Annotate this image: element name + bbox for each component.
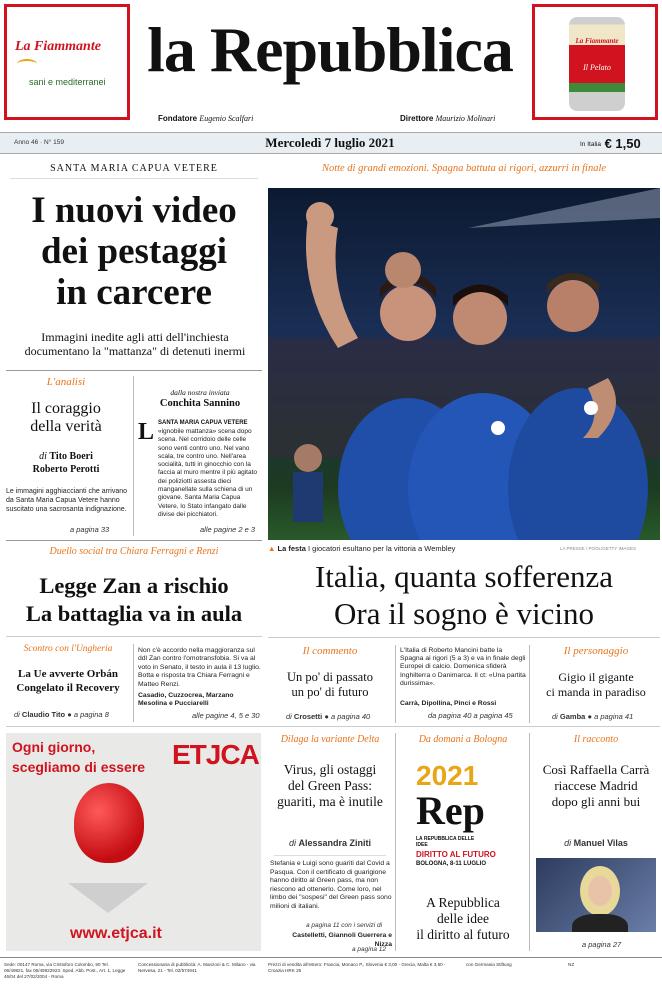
racconto-title-line: riaccese Madrid bbox=[554, 778, 638, 793]
zan-headline[interactable] bbox=[6, 572, 262, 628]
racconto-title-line: dopo gli anni bui bbox=[551, 794, 641, 809]
lead-deck: Immagini inedite agli atti dell'inchiesta documentano la "mattanza" di detenuti inermi bbox=[24, 330, 246, 358]
zan-headline-line: La battaglia va in aula bbox=[25, 601, 243, 626]
director-label: Direttore bbox=[400, 114, 434, 123]
personaggio-title[interactable] bbox=[532, 670, 660, 700]
commento-byline[interactable]: di Crosetti ● a pagina 40 bbox=[286, 712, 371, 721]
byline-author: Claudio Tito bbox=[21, 710, 66, 719]
zan-headline-line: Legge Zan a rischio bbox=[39, 573, 229, 598]
mancini-authors: Carrà, Dipollina, Pinci e Rossi bbox=[400, 700, 497, 707]
delta-authors: Castelletti, Giannoli Guerrera e Nizza bbox=[292, 932, 392, 948]
rep-title-line: il diritto al futuro bbox=[416, 927, 510, 942]
sun-icon bbox=[17, 59, 37, 69]
delta-title[interactable] bbox=[268, 762, 392, 810]
commento-kicker: Il commento bbox=[302, 645, 358, 657]
ear-right-product: Il Pelato bbox=[583, 63, 611, 72]
hungary-title-line: La Ue avverte Orbán bbox=[18, 668, 118, 680]
delta-title-line: del Green Pass: bbox=[288, 778, 372, 793]
analysis-kicker: L'analisi bbox=[46, 376, 86, 388]
issue-number: Anno 46 · N° 159 bbox=[14, 139, 64, 146]
carra-photo[interactable] bbox=[536, 858, 656, 932]
director-line bbox=[400, 114, 495, 123]
commento-title[interactable] bbox=[268, 670, 392, 700]
racconto-title-line: Così Raffaella Carrà bbox=[542, 762, 650, 777]
page-ref: a pagina 41 bbox=[594, 712, 634, 721]
paper-boat-icon bbox=[68, 883, 148, 913]
lead-headline-line: I nuovi video bbox=[31, 190, 237, 231]
footer-col5: NZ bbox=[568, 962, 575, 967]
ear-left-brand: La Fiammante bbox=[15, 39, 101, 54]
commento-title-line: Un po' di passato bbox=[287, 670, 373, 684]
mancini-page-ref[interactable]: da pagina 40 a pagina 45 bbox=[428, 711, 513, 720]
analysis-title[interactable] bbox=[6, 400, 126, 436]
delta-title-line: guariti, ma è inutile bbox=[277, 794, 383, 809]
italia-headline-line: Ora il sogno è vicino bbox=[333, 596, 594, 631]
etjca-url[interactable]: www.etjca.it bbox=[70, 925, 162, 942]
rep-dates: BOLOGNA, 8-11 LUGLIO bbox=[416, 861, 487, 867]
lead-headline[interactable] bbox=[6, 190, 262, 313]
team-celebration-photo[interactable] bbox=[268, 188, 660, 540]
analysis-page-ref[interactable]: a pagina 33 bbox=[70, 525, 110, 534]
hungary-kicker: Scontro con l'Ungheria bbox=[23, 644, 113, 654]
etjca-line1: Ogni giorno, bbox=[12, 739, 96, 755]
portrait-body bbox=[572, 914, 628, 932]
byline-author: Alessandra Ziniti bbox=[298, 838, 372, 848]
hungary-title-line: Congelato il Recovery bbox=[16, 682, 120, 694]
delta-page-ref-prefix: a pagina 11 con i servizi di bbox=[306, 922, 383, 929]
rep-title-line: A Repubblica bbox=[426, 895, 500, 910]
racconto-title[interactable] bbox=[532, 762, 660, 810]
caption-text: I giocatori esultano per la vittoria a Wembley bbox=[307, 544, 456, 553]
ear-left-ad[interactable] bbox=[4, 4, 130, 120]
hungary-title[interactable] bbox=[6, 667, 130, 695]
ear-right-brand: La Fiammante bbox=[575, 37, 619, 45]
zan-kicker: Duello social tra Chiara Ferragni e Renzi bbox=[49, 546, 219, 557]
byline-prefix: di bbox=[39, 451, 47, 462]
analysis-title-line: della verità bbox=[30, 418, 102, 435]
personaggio-byline[interactable]: di Gamba ● a pagina 41 bbox=[552, 712, 634, 721]
analysis-byline bbox=[6, 450, 126, 476]
italia-headline-line: Italia, quanta sofferenza bbox=[314, 559, 614, 594]
rep-brand: Rep bbox=[416, 788, 485, 833]
zan-body: Non c'è accordo nella maggioranza sul ddl Zan contro l'omotransfobia. Si va al voto in Senato, il testo in aula il 13 luglio. Botta e risposta tra Chiara Ferragni e Matteo Renzi. bbox=[138, 647, 261, 688]
lead-headline-line: in carcere bbox=[56, 272, 212, 313]
envoy-name: Conchita Sannino bbox=[159, 398, 241, 409]
caption-label: La festa bbox=[277, 544, 306, 553]
envoy-location: SANTA MARIA CAPUA VETERE bbox=[158, 420, 248, 426]
footer-col3: Prezzi di vendita all'estero: Francia, Monaco P., Slovenia € 3,00 - Grecia, Malta € 3,50 - Croazia HRK 25 bbox=[268, 962, 446, 973]
lead-kicker: SANTA MARIA CAPUA VETERE bbox=[50, 163, 218, 174]
director-name: Maurizio Molinari bbox=[435, 114, 496, 123]
ear-right-ad[interactable] bbox=[532, 4, 658, 120]
page-ref: a pagina 40 bbox=[330, 712, 371, 721]
photo-kicker: Notte di grandi emozioni. Spagna battuta ai rigori, azzurri in finale bbox=[321, 163, 607, 174]
footer-col2: Concessionaria di pubblicità: A. Manzoni & C. Milano - via Nervesa, 21 - Tel. 02/574941 bbox=[138, 962, 256, 973]
byline-author: Gamba bbox=[559, 712, 586, 721]
lead-headline-line: dei pestaggi bbox=[40, 231, 228, 272]
rep-idee-logo[interactable] bbox=[414, 760, 514, 872]
envoy-page-ref[interactable]: alle pagine 2 e 3 bbox=[200, 525, 256, 534]
date: Mercoledì 7 luglio 2021 bbox=[265, 135, 395, 150]
founder-label: Fondatore bbox=[158, 114, 198, 123]
hungary-byline[interactable]: di Claudio Tito ● a pagina 8 bbox=[14, 710, 109, 719]
racconto-page-ref[interactable]: a pagina 27 bbox=[582, 940, 622, 949]
author-name: Roberto Perotti bbox=[32, 464, 100, 475]
rep-kicker: Da domani a Bologna bbox=[418, 734, 508, 745]
analysis-title-line: Il coraggio bbox=[31, 400, 101, 417]
price-label: In Italia bbox=[580, 141, 601, 149]
delta-body: Stefania e Luigi sono guariti dal Covid a Pasqua. Con il certificato di guarigione hanno diritto al Green pass, ma non riescono ad ottenerlo. Come loro, nel limbo dei "sospesi" del Green pass sono milioni di italiani. bbox=[270, 860, 392, 910]
byline-author: Crosetti bbox=[293, 712, 323, 721]
portrait-face bbox=[588, 876, 612, 906]
footer-col1: Sede: 00147 Roma, via Cristoforo Colombo, 90 Tel. 06/49821, fax 06/49822923. Sped. Abb. Post., Art. 1, Legge 46/04 del 27/02/2004 - Roma bbox=[4, 962, 126, 979]
envoy-label: dalla nostra inviata bbox=[170, 388, 230, 397]
italia-headline[interactable] bbox=[268, 558, 660, 632]
ear-left-tagline: sani e mediterranei bbox=[29, 77, 106, 87]
etjca-ad[interactable] bbox=[6, 733, 261, 951]
personaggio-title-line: Gigio il gigante bbox=[558, 670, 634, 684]
delta-kicker: Dilaga la variante Delta bbox=[280, 734, 380, 745]
price-block bbox=[580, 136, 641, 151]
mancini-body: L'Italia di Roberto Mancini batte la Spagna ai rigori (5 a 3) e va in finale degli Europei di calcio. Domenica sfiderà Inghilterra o Danimarca. Il ct: «Una partita durissima». bbox=[400, 647, 526, 687]
envoy-body: «ignobile mattanza» scena dopo scena. Nel corridoio delle celle sono venti contro uno. Nel vano scala, tre contro uno. Nell'area socialità, tutti in ginocchio con la faccia al muro mentre il più agitato dei poliziotti assesta dieci manganellate sulla schiena di un giovane. Santa Maria Capua Vetere, lo Stato infangato dalle divise dei picchiatori. bbox=[158, 428, 257, 518]
delta-byline: di Alessandra Ziniti bbox=[288, 838, 372, 848]
delta-page-ref[interactable]: a pagina 12 bbox=[352, 946, 386, 953]
founder-name: Eugenio Scalfari bbox=[199, 114, 254, 123]
analysis-body: Le immagini agghiaccianti che arrivano da Santa Maria Capua Vetere hanno suscitato una sacrosanta indignazione. bbox=[6, 488, 128, 513]
players-illustration bbox=[268, 188, 660, 540]
envoy-dropcap: L bbox=[138, 419, 155, 445]
rep-sub: LA REPUBBLICA DELLE IDEE bbox=[416, 836, 475, 848]
photo-credit: LA PRESSE / POOL/GETTY IMAGES bbox=[560, 546, 636, 551]
racconto-byline: di Manuel Vilas bbox=[564, 838, 628, 848]
racconto-kicker: Il racconto bbox=[573, 734, 619, 745]
caption-triangle-icon: ▲ bbox=[268, 544, 276, 553]
balloon-icon bbox=[74, 783, 144, 863]
price: € 1,50 bbox=[604, 136, 641, 151]
author-name: Tito Boeri bbox=[49, 451, 93, 462]
rep-year: 2021 bbox=[416, 760, 479, 791]
delta-title-line: Virus, gli ostaggi bbox=[283, 762, 377, 777]
personaggio-kicker: Il personaggio bbox=[563, 645, 629, 657]
personaggio-title-line: ci manda in paradiso bbox=[546, 685, 646, 699]
photo-caption bbox=[268, 544, 455, 553]
etjca-logo: ETJCA bbox=[172, 739, 259, 770]
commento-title-line: un po' di futuro bbox=[291, 685, 369, 699]
rep-theme: DIRITTO AL FUTURO bbox=[416, 850, 496, 859]
zan-authors: Casadio, Cuzzocrea, Marzano Mesolina e Pucciarelli bbox=[138, 692, 234, 708]
rep-title-line: delle idee bbox=[436, 911, 490, 926]
rep-title[interactable] bbox=[398, 895, 528, 943]
etjca-line2: scegliamo di essere bbox=[12, 759, 146, 775]
footer-col4: con Germania Stiftung bbox=[466, 962, 512, 967]
zan-page-ref[interactable]: alle pagine 4, 5 e 30 bbox=[192, 711, 260, 720]
byline-author: Manuel Vilas bbox=[573, 838, 628, 848]
masthead-title[interactable]: la Repubblica bbox=[147, 14, 513, 85]
founder-line bbox=[158, 114, 253, 123]
page-ref: a pagina 8 bbox=[73, 710, 109, 719]
